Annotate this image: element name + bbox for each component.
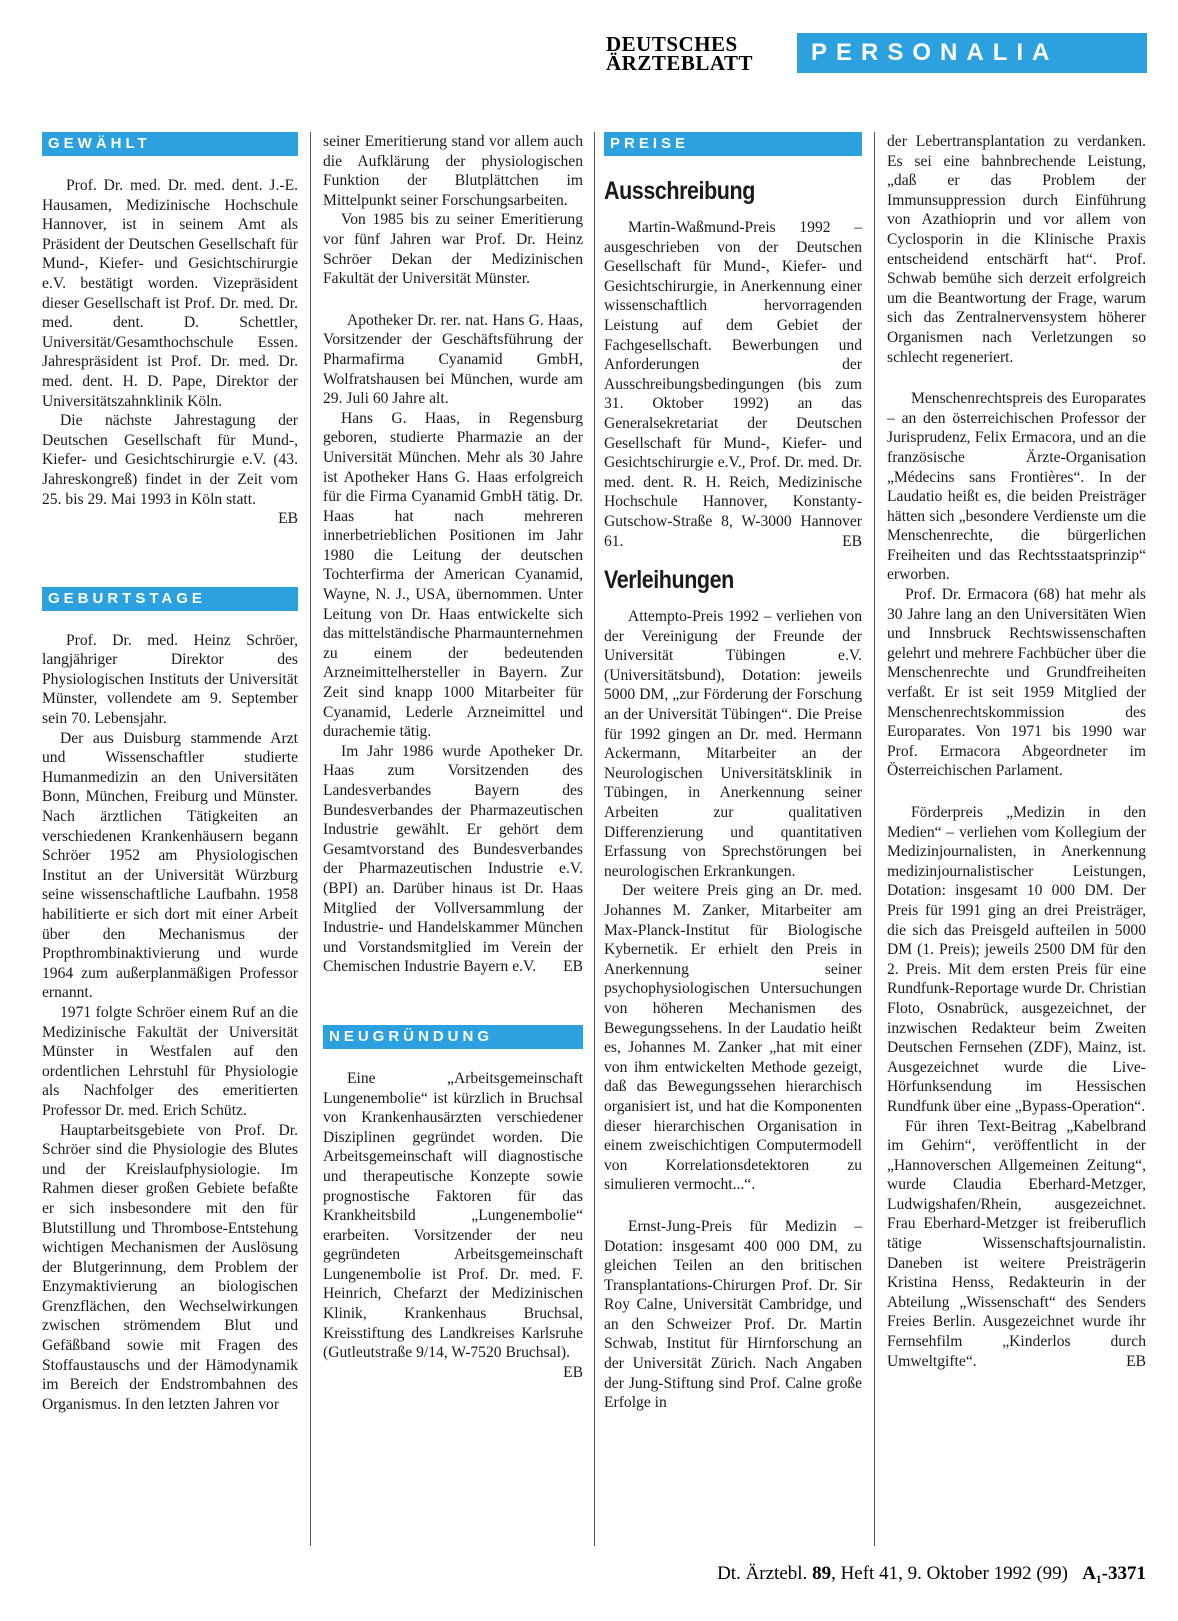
category-badge-preise: PREISE [604,132,862,156]
column-1 [42,132,298,1542]
article-paragraph: Von 1985 bis zu seiner Emeritierung vor fünf Jahren war Prof. Dr. Heinz Schröer Dekan der Medizinischen Fakultät der Universität Münster. [323,211,583,288]
headline-ausschreibung: Ausschreibung [604,177,755,205]
article-text: Für ihren Text-Beitrag „Kabelbrand im Gehirn“, veröffentlicht in der „Hannoverschen Allgemeinen Zeitung“, wurde Claudia Eberhard-Metzger, Ludwigshafen/Rhein, ausgezeichnet. Frau Eberhard-Metzger ist freiberuflich tätige Wissenschaftsjournalistin. Daneben ist weitere Preisträgerin Kristina Henss, Redakteurin in der Abteilung „Wissenschaft“ des Senders Freies Berlin. Ausgezeichnet wurde ihr Fernsehfilm „Kinderlos durch Umweltgifte“. [887,1117,1146,1370]
category-badge-neugruendung: NEUGRÜNDUNG [323,1025,583,1049]
citation-details: , Heft 41, 9. Oktober 1992 (99) [831,1563,1068,1584]
article-paragraph: seiner Emeritierung stand vor allem auch die Aufklärung der physiologischen Funktion der Blutplättchen im Mittelpunkt seiner Forschungsarbeiten. [323,133,583,209]
article-paragraph [42,411,298,528]
article-paragraph: Der weitere Preis ging an Dr. med. Johannes M. Zanker, Mitarbeiter am Max-Planck-Institut für Biologische Kybernetik. Er erhielt den Preis in Anerkennung seiner psychophysiologischen Untersuchungen von höheren Mechanismen des Bewegungssehens. In der Laudatio heißt es, Johannes M. Zanker „hat mit einer von ihm entwickelten Methode gezeigt, daß das Bewegungssehen hierarchisch organisiert ist, und hat die Komponenten dieser hierarchischen Organisation in einem zweischichtigen Computermodell von Korrelationsdetektoren zu simulieren vermocht...“. [604,882,862,1194]
article-paragraph: 1971 folgte Schröer einem Ruf an die Medizinische Fakultät der Universität Münster in Westfalen auf den ordentlichen Lehrstuhl für Physiologie als Nachfolger des emeritierten Professor Dr. med. Erich Schütz. [42,1003,298,1119]
page-footer [717,1563,1146,1585]
category-badge-gewaehlt: GEWÄHLT [42,132,298,156]
article-paragraph: Prof. Dr. med. Heinz Schröer, langjähriger Direktor des Physiologischen Instituts der Universität Münster, vollendete am 9. September sein 70. Lebensjahr. [42,631,298,728]
author-signature: EB [563,958,583,976]
column-4 [887,132,1146,1542]
article-paragraph: Hauptarbeitsgebiete von Prof. Dr. Schröer sind die Physiologie des Blutes und der Kreislaufphysiologie. Im Rahmen dieser großen Gebiete befaßte er sich insbesondere mit den für Blutstillung und Thrombose-Entstehung wichtigen Mechanismen der Auslösung der Blutgerinnung, dem Problem der Enzymaktivierung an biologischen Grenzflächen, den Wechselwirkungen zwischen strömendem Blut und Gefäßband sowie mit Fragen des Stoffaustauschs und der Hämodynamik im Bereich der Endstrombahnen des Organismus. In den letzten Jahren vor [42,1121,298,1413]
article-paragraph: Apotheker Dr. rer. nat. Hans G. Haas, Vorsitzender der Geschäftsführung der Pharmafirma Cyanamid GmbH, Wolfratshausen bei München, wurde am 29. Juli 60 Jahre alt. [323,311,583,408]
article-paragraph [604,218,862,551]
column-2 [323,132,583,1542]
page-number: A₁-3371 [1082,1563,1146,1584]
section-title: PERSONALIA [797,33,1147,73]
headline-verleihungen: Verleihungen [604,566,734,595]
article-paragraph: Ernst-Jung-Preis für Medizin – Dotation: insgesamt 400 000 DM, zu gleichen Teilen an den britischen Transplantations-Chirurgen Prof. Dr. Sir Roy Calne, Universität Cambridge, und an den Schweizer Prof. Dr. Martin Schwab, Institut für Hirnforschung an der Universität Zürich. Nach Angaben der Jung-Stiftung sind Prof. Calne große Erfolge in [604,1217,862,1412]
author-signature: EB [1126,1352,1146,1370]
author-signature: EB [278,510,298,528]
column-3 [604,132,862,1542]
column-rule [594,132,595,1546]
category-badge-geburtstage: GEBURTSTAGE [42,587,298,611]
article-paragraph: Menschenrechtspreis des Europarates – an den österreichischen Professor der Jurisprudenz, Felix Ermacora, und an die französische Ärzte-Organisation „Médecins sans Frontières“. In der Laudatio heißt es, die beiden Preisträger hätten sich „besondere Verdienste um die Menschenrechte, die bürgerlichen Freiheiten und das Rechtsstaatsprinzip“ erworben. [887,390,1146,584]
article-paragraph: Prof. Dr. med. Dr. med. dent. J.-E. Hausamen, Medizinische Hochschule Hannover, ist in seinem Amt als Präsident der Deutschen Gesellschaft für Mund-, Kiefer- und Gesichtschirurgie e.V. bestätigt worden. Vizepräsident dieser Gesellschaft ist Prof. Dr. med. Dr. med. dent. D. Schettler, Universität/Gesamthochschule Essen. Jahrespräsident ist Prof. Dr. med. Dr. med. dent. H. D. Pape, Direktor der Universitätszahnklinik Köln. [42,177,298,410]
citation-prefix: Dt. Ärztebl. [717,1563,808,1584]
article-paragraph: Prof. Dr. Ermacora (68) hat mehr als 30 Jahre lang an den Universitäten Wien und Innsbruck Rechtswissenschaften gelehrt und mehrere Fachbücher über die Menschenrechte und Grundfreiheiten verfaßt. Er ist seit 1959 Mitglied der Menschenrechtskommission des Europarates. Von 1971 bis 1990 war Prof. Ermacora Abgeordneter im Österreichischen Parlament. [887,586,1146,780]
article-paragraph: Hans G. Haas, in Regensburg geboren, studierte Pharmazie an der Universität München. Mehr als 30 Jahre ist Apotheker Hans G. Haas erfolgreich für die Firma Cyanamid GmbH tätig. Dr. Haas hat nach mehreren innerbetrieblichen Positionen im Jahr 1980 die Leitung der deutschen Tochterfirma der American Cyanamid, Wayne, N. J., USA, übernommen. Unter Leitung von Dr. Haas entwickelte sich das mittelständische Pharmaunternehmen zu einem der bedeutenden Arzneimittelhersteller in Bayern. Zur Zeit sind knapp 1000 Mitarbeiter für Cyanamid, Lederle Arzneimittel und durachemie tätig. [323,409,583,741]
article-paragraph [323,742,583,977]
article-text: Martin-Waßmund-Preis 1992 – ausgeschrieben von der Deutschen Gesellschaft für Mund-, Kiefer- und Gesichtschirurgie, in Anerkennung einer wissenschaftlich hervorragenden Leistung auf dem Gebiet der Fachgesellschaft. Bewerbungen und Anforderungen der Ausschreibungsbedingungen (bis zum 31. Oktober 1992) an das Generalsekretariat der Deutschen Gesellschaft für Mund-, Kiefer- und Gesichtschirurgie e.V., Prof. Dr. med. Dr. med. dent. R. H. Reich, Medizinische Hochschule Hannover, Konstanty-Gutschow-Straße 8, W-3000 Hannover 61. [604,219,862,550]
article-paragraph: der Lebertransplantation zu verdanken. Es sei eine bahnbrechende Leistung, „daß er das Problem der Immunsuppression durch Einführung von Azathioprin und vor allem von Cyclosporin in die Klinische Praxis entscheidend entschärft hat“. Prof. Schwab bemühe sich derzeit erfolgreich um die Beantwortung der Frage, warum sich das Zentralnervensystem höherer Organismen nach Verletzungen so schlecht regeneriert. [887,133,1146,366]
article-paragraph [323,1069,583,1381]
column-rule [874,132,875,1546]
article-text: Die nächste Jahrestagung der Deutschen Gesellschaft für Mund-, Kiefer- und Gesichtschirurgie e.V. (43. Jahreskongreß) findet in der Zeit vom 25. bis 29. Mai 1993 in Köln statt. [42,412,298,508]
column-rule [310,132,311,1546]
author-signature: EB [842,532,862,550]
masthead [0,33,1178,77]
publication-logo: DEUTSCHES ÄRZTEBLATT [606,32,753,75]
article-paragraph [887,1117,1146,1372]
volume-number: 89 [812,1563,832,1584]
article-text: Im Jahr 1986 wurde Apotheker Dr. Haas zum Vorsitzenden des Landesverbandes Bayern des Bundesverbandes der Pharmazeutischen Industrie gewählt. Er gehört dem Gesamtvorstand des Bundesverbandes der Pharmazeutischen Industrie e.V. (BPI) an. Darüber hinaus ist Dr. Haas Mitglied der Vollversammlung der Industrie- und Handelskammer München und Vorstandsmitglied im Verein der Chemischen Industrie Bayern e.V. [323,742,583,976]
article-paragraph: Der aus Duisburg stammende Arzt und Wissenschaftler studierte Humanmedizin an den Universitäten Bonn, München, Freiburg und Münster. Nach ärztlichen Tätigkeiten an verschiedenen Krankenhäusern begann Schröer 1952 am Physiologischen Institut an der Universität Würzburg seine wissenschaftliche Laufbahn. 1958 habilitierte er sich dort mit einer Arbeit über den Mechanismus der Propthrombinaktivierung und wurde 1964 zum außerplanmäßigen Professor ernannt. [42,729,298,1002]
article-text: Eine „Arbeitsgemeinschaft Lungenembolie“ ist kürzlich in Bruchsal von Krankenhausärzten verschiedener Disziplinen gegründet worden. Die Arbeitsgemeinschaft will diagnostische und therapeutische Konzepte sowie prognostische Faktoren für das Krankheitsbild „Lungenembolie“ erarbeiten. Vorsitzender der neu gegründeten Arbeitsgemeinschaft Lungenembolie ist Prof. Dr. med. F. Heinrich, Chefarzt der Medizinischen Klinik, Krankenhaus Bruchsal, Kreisstiftung des Landkreises Karlsruhe (Gutleutstraße 9/14, W-7520 Bruchsal). [323,1069,583,1362]
article-paragraph: Attempto-Preis 1992 – verliehen von der Vereinigung der Freunde der Universität Tübingen e.V. (Universitätsbund), Dotation: jeweils 5000 DM, „zur Förderung der Forschung an der Universität Tübingen“. Die Preise für 1992 gingen an Dr. med. Hermann Ackermann, Mitarbeiter an der Neurologischen Universitätsklinik in Tübingen, in Anerkennung seiner Arbeiten zur qualitativen Differenzierung und quantitativen Erfassung von Sprechstörungen bei neurologischen Erkrankungen. [604,608,862,880]
author-signature: EB [563,1363,583,1381]
article-paragraph: Förderpreis „Medizin in den Medien“ – verliehen vom Kollegium der Medizinjournalisten, in Anerkennung medizinjournalistischer Leistungen, Dotation: insgesamt 10 000 DM. Der Preis für 1991 ging an drei Preisträger, die sich das Preisgeld aufteilen in 5000 DM (1. Preis); jeweils 2500 DM für den 2. Preis. Mit dem ersten Preis für eine Rundfunk-Reportage wurde Dr. Christian Floto, Osnabrück, ausgezeichnet, der inzwischen Redakteur beim Zweiten Deutschen Fernsehen (ZDF), Mainz, ist. Ausgezeichnet wurde die Live-Hörfunksendung im Hessischen Rundfunk über eine „Bypass-Operation“. [887,804,1146,1115]
